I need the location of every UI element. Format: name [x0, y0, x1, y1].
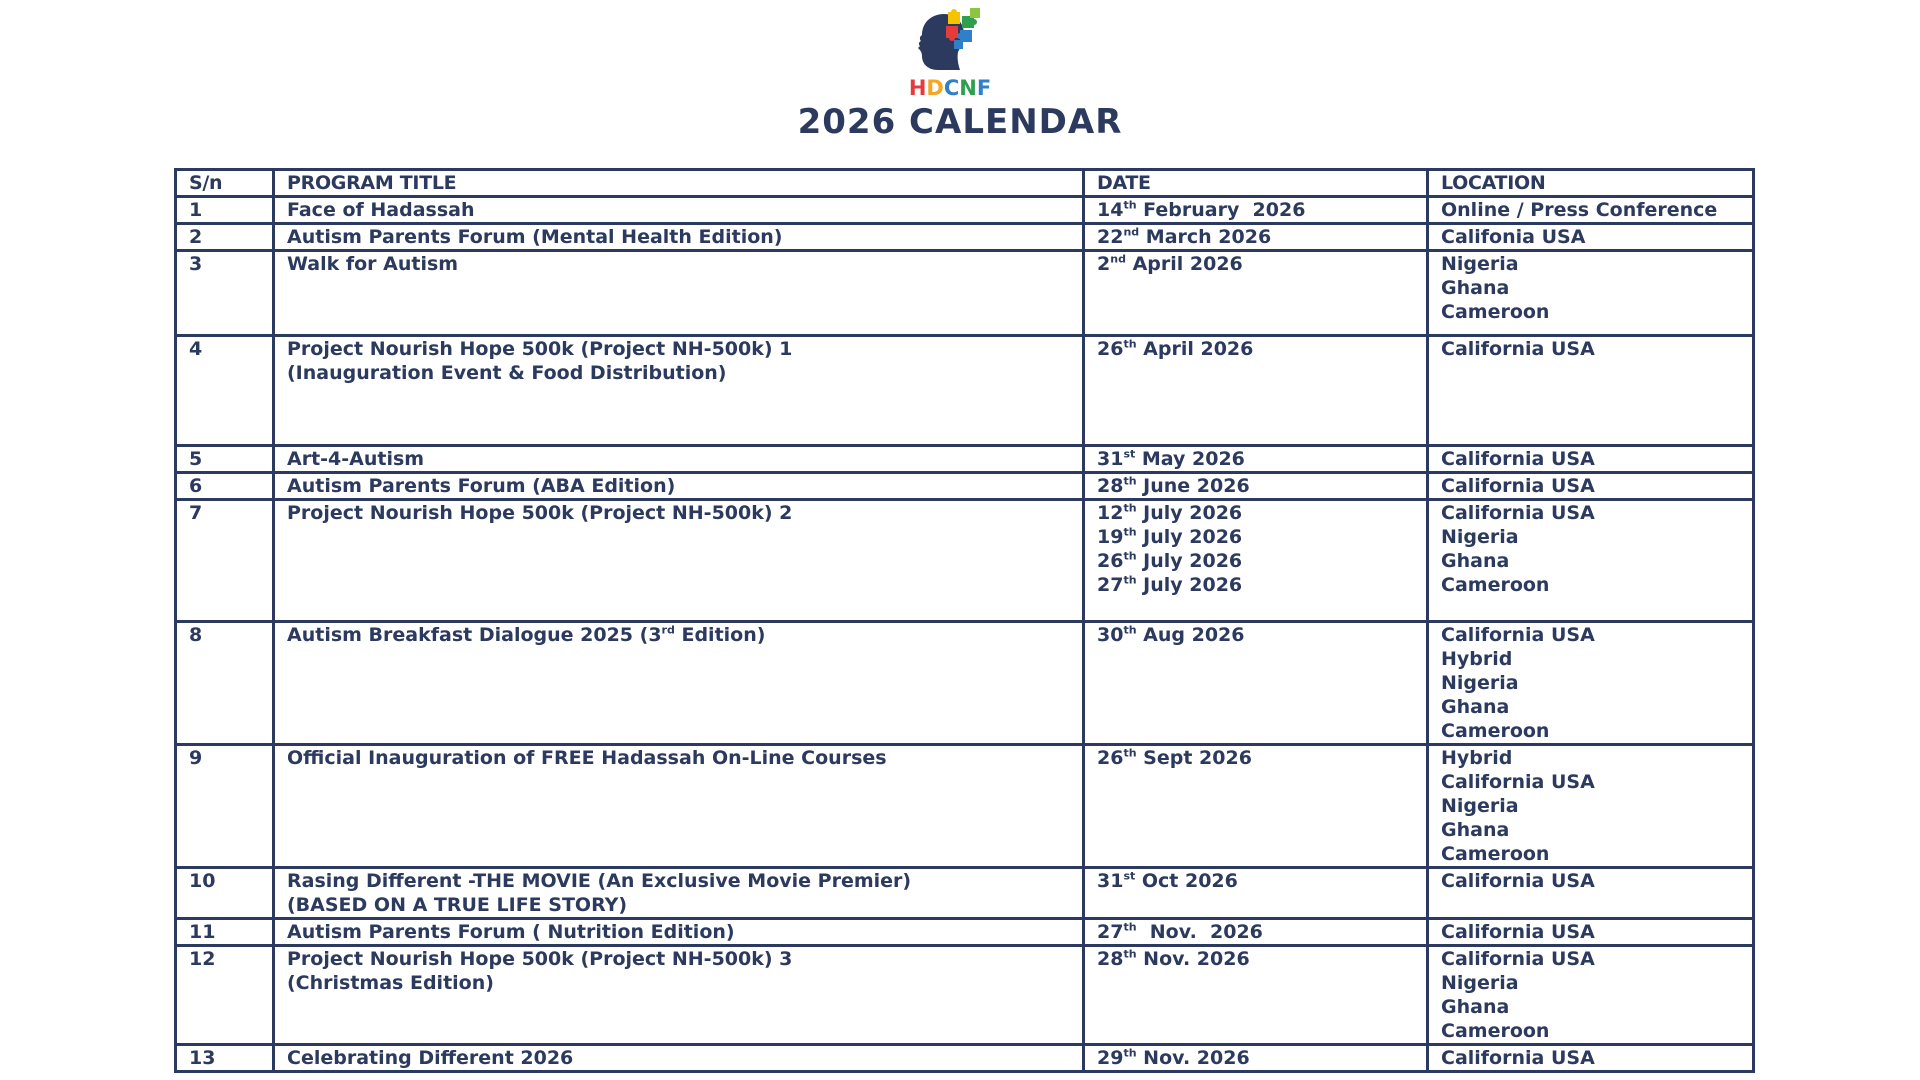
date-day: 28 — [1097, 948, 1124, 970]
date-line — [1097, 337, 1414, 361]
date-line — [1097, 198, 1414, 222]
date-month-year: March 2026 — [1139, 226, 1272, 248]
location-line: Califonia USA — [1441, 226, 1586, 248]
ordinal-suffix: st — [1123, 447, 1136, 461]
location-line: California USA — [1441, 870, 1595, 892]
cell-program-title — [274, 251, 1084, 336]
cell-date — [1084, 500, 1428, 622]
cell-date — [1084, 868, 1428, 919]
program-title-text: Autism Breakfast Dialogue 2025 (3 — [287, 624, 662, 646]
cell-sn: 9 — [176, 745, 274, 868]
cell-location — [1428, 919, 1754, 946]
date-day: 28 — [1097, 475, 1124, 497]
table-row — [176, 745, 1754, 868]
cell-date — [1084, 446, 1428, 473]
ordinal-suffix: th — [1123, 623, 1137, 637]
logo-letter: F — [976, 76, 992, 100]
cell-location — [1428, 197, 1754, 224]
location-line: Nigeria — [1441, 526, 1519, 548]
ordinal-suffix: th — [1123, 1046, 1137, 1060]
date-month-year: Nov. 2026 — [1136, 1047, 1250, 1069]
table-row — [176, 446, 1754, 473]
location-line: Hybrid — [1441, 747, 1513, 769]
cell-location — [1428, 224, 1754, 251]
date-line — [1097, 225, 1414, 249]
program-title-line: Art-4-Autism — [287, 448, 425, 470]
location-line: Ghana — [1441, 819, 1510, 841]
table-row — [176, 197, 1754, 224]
date-day: 2 — [1097, 253, 1111, 275]
program-title-line: Face of Hadassah — [287, 199, 475, 221]
program-title-line: Autism Parents Forum ( Nutrition Edition) — [287, 921, 735, 943]
cell-program-title — [274, 919, 1084, 946]
location-line: California USA — [1441, 338, 1595, 360]
ordinal-suffix: th — [1123, 573, 1137, 587]
date-line — [1097, 447, 1414, 471]
table-header-row — [176, 170, 1754, 197]
location-line: California USA — [1441, 948, 1595, 970]
program-title-line — [287, 623, 1070, 647]
cell-date — [1084, 946, 1428, 1045]
cell-location — [1428, 1045, 1754, 1072]
location-line: Cameroon — [1441, 720, 1550, 742]
table-row — [176, 868, 1754, 919]
header-date: DATE — [1084, 170, 1428, 197]
cell-location — [1428, 473, 1754, 500]
cell-date — [1084, 336, 1428, 446]
location-line: Ghana — [1441, 996, 1510, 1018]
date-day: 27 — [1097, 921, 1124, 943]
date-month-year: May 2026 — [1135, 448, 1245, 470]
date-line — [1097, 947, 1414, 971]
cell-program-title — [274, 473, 1084, 500]
ordinal-suffix: nd — [1110, 252, 1126, 266]
cell-location — [1428, 868, 1754, 919]
program-title-line: Walk for Autism — [287, 253, 459, 275]
ordinal-suffix: th — [1123, 474, 1137, 488]
date-day: 14 — [1097, 199, 1124, 221]
date-month-year: Oct 2026 — [1135, 870, 1238, 892]
table-row — [176, 500, 1754, 622]
cell-date — [1084, 473, 1428, 500]
cell-program-title — [274, 446, 1084, 473]
location-line: Cameroon — [1441, 574, 1550, 596]
ordinal-suffix: th — [1123, 501, 1137, 515]
date-day: 27 — [1097, 574, 1124, 596]
ordinal-suffix: th — [1123, 337, 1137, 351]
ordinal-suffix: th — [1123, 525, 1137, 539]
location-line: Ghana — [1441, 696, 1510, 718]
date-month-year: July 2026 — [1136, 502, 1243, 524]
date-day: 19 — [1097, 526, 1124, 548]
header-sn: S/n — [176, 170, 274, 197]
cell-date — [1084, 919, 1428, 946]
child-head-puzzle-icon — [898, 8, 1002, 76]
ordinal-suffix: nd — [1123, 225, 1140, 239]
table-row — [176, 919, 1754, 946]
logo-wordmark — [898, 76, 1002, 100]
cell-location — [1428, 500, 1754, 622]
ordinal-suffix: th — [1123, 549, 1137, 563]
hdcnf-logo — [898, 8, 1002, 100]
date-line — [1097, 549, 1414, 573]
date-line — [1097, 573, 1414, 597]
program-title-line: Celebrating Different 2026 — [287, 1047, 574, 1069]
location-line: California USA — [1441, 448, 1595, 470]
program-title-line: Autism Parents Forum (Mental Health Edition) — [287, 226, 783, 248]
date-month-year: July 2026 — [1136, 550, 1243, 572]
cell-program-title — [274, 946, 1084, 1045]
cell-sn: 8 — [176, 622, 274, 745]
page-title: 2026 CALENDAR — [797, 102, 1123, 142]
cell-sn: 12 — [176, 946, 274, 1045]
cell-sn: 11 — [176, 919, 274, 946]
table-row — [176, 1045, 1754, 1072]
table-row — [176, 622, 1754, 745]
program-title-line: Project Nourish Hope 500k (Project NH-500k) 3 — [287, 948, 793, 970]
date-month-year: April 2026 — [1125, 253, 1243, 275]
cell-sn: 7 — [176, 500, 274, 622]
date-line — [1097, 501, 1414, 525]
date-month-year: February 2026 — [1136, 199, 1306, 221]
location-line: Ghana — [1441, 550, 1510, 572]
cell-sn: 3 — [176, 251, 274, 336]
date-day: 29 — [1097, 1047, 1124, 1069]
date-line — [1097, 474, 1414, 498]
cell-date — [1084, 197, 1428, 224]
cell-sn: 6 — [176, 473, 274, 500]
date-line — [1097, 525, 1414, 549]
date-month-year: Nov. 2026 — [1136, 948, 1250, 970]
date-day: 31 — [1097, 448, 1124, 470]
date-month-year: Aug 2026 — [1136, 624, 1245, 646]
header-location: LOCATION — [1428, 170, 1754, 197]
ordinal-suffix: th — [1123, 746, 1137, 760]
cell-location — [1428, 622, 1754, 745]
date-day: 22 — [1097, 226, 1124, 248]
location-line: Cameroon — [1441, 301, 1550, 323]
program-title-line: Project Nourish Hope 500k (Project NH-500k) 1 — [287, 338, 793, 360]
cell-sn: 2 — [176, 224, 274, 251]
location-line: Nigeria — [1441, 672, 1519, 694]
location-line: California USA — [1441, 475, 1595, 497]
date-day: 31 — [1097, 870, 1124, 892]
logo-letter: N — [959, 76, 977, 100]
table-row — [176, 251, 1754, 336]
date-day: 12 — [1097, 502, 1124, 524]
date-line — [1097, 920, 1414, 944]
table-row — [176, 473, 1754, 500]
location-line: California USA — [1441, 771, 1595, 793]
cell-program-title — [274, 224, 1084, 251]
table-row — [176, 946, 1754, 1045]
cell-program-title — [274, 500, 1084, 622]
date-line — [1097, 746, 1414, 770]
cell-sn: 1 — [176, 197, 274, 224]
date-day: 26 — [1097, 747, 1124, 769]
program-title-line: (Christmas Edition) — [287, 972, 494, 994]
cell-location — [1428, 946, 1754, 1045]
location-line: California USA — [1441, 624, 1595, 646]
cell-date — [1084, 251, 1428, 336]
ordinal-suffix: st — [1123, 869, 1136, 883]
date-month-year: June 2026 — [1136, 475, 1250, 497]
program-title-line: Rasing Different -THE MOVIE (An Exclusive Movie Premier) — [287, 870, 912, 892]
cell-location — [1428, 446, 1754, 473]
cell-program-title — [274, 1045, 1084, 1072]
location-line: Cameroon — [1441, 1020, 1550, 1042]
location-line: Cameroon — [1441, 843, 1550, 865]
date-line — [1097, 252, 1414, 276]
ordinal-suffix: rd — [661, 623, 675, 637]
date-line — [1097, 1046, 1414, 1070]
ordinal-suffix: th — [1123, 947, 1137, 961]
cell-sn: 5 — [176, 446, 274, 473]
location-line: Online / Press Conference — [1441, 199, 1718, 221]
cell-date — [1084, 1045, 1428, 1072]
calendar-table — [174, 168, 1755, 1073]
table-row — [176, 336, 1754, 446]
date-day: 26 — [1097, 550, 1124, 572]
logo-letter: D — [926, 76, 944, 100]
cell-sn: 4 — [176, 336, 274, 446]
cell-program-title — [274, 622, 1084, 745]
location-line: California USA — [1441, 921, 1595, 943]
date-line — [1097, 869, 1414, 893]
ordinal-suffix: th — [1123, 920, 1137, 934]
cell-date — [1084, 622, 1428, 745]
logo-letter: C — [943, 76, 960, 100]
cell-sn: 10 — [176, 868, 274, 919]
table-row — [176, 224, 1754, 251]
date-month-year: July 2026 — [1136, 574, 1243, 596]
logo-letter: H — [908, 76, 927, 100]
cell-program-title — [274, 197, 1084, 224]
location-line: California USA — [1441, 1047, 1595, 1069]
cell-program-title — [274, 868, 1084, 919]
table-body — [176, 197, 1754, 1072]
cell-sn: 13 — [176, 1045, 274, 1072]
location-line: Nigeria — [1441, 253, 1519, 275]
cell-date — [1084, 224, 1428, 251]
program-title-text: Edition) — [674, 624, 766, 646]
cell-program-title — [274, 745, 1084, 868]
program-title-line: Official Inauguration of FREE Hadassah On-Line Courses — [287, 747, 887, 769]
date-month-year: July 2026 — [1136, 526, 1243, 548]
location-line: Ghana — [1441, 277, 1510, 299]
program-title-line: Project Nourish Hope 500k (Project NH-500k) 2 — [287, 502, 793, 524]
program-title-line: (BASED ON A TRUE LIFE STORY) — [287, 894, 628, 916]
date-day: 26 — [1097, 338, 1124, 360]
date-day: 30 — [1097, 624, 1124, 646]
date-line — [1097, 623, 1414, 647]
cell-location — [1428, 336, 1754, 446]
date-month-year: Sept 2026 — [1136, 747, 1252, 769]
cell-location — [1428, 251, 1754, 336]
location-line: Nigeria — [1441, 795, 1519, 817]
date-month-year: Nov. 2026 — [1136, 921, 1263, 943]
cell-location — [1428, 745, 1754, 868]
cell-program-title — [274, 336, 1084, 446]
ordinal-suffix: th — [1123, 198, 1137, 212]
header-program-title: PROGRAM TITLE — [274, 170, 1084, 197]
program-title-line: (Inauguration Event & Food Distribution) — [287, 362, 727, 384]
cell-date — [1084, 745, 1428, 868]
location-line: Nigeria — [1441, 972, 1519, 994]
program-title-line: Autism Parents Forum (ABA Edition) — [287, 475, 676, 497]
location-line: California USA — [1441, 502, 1595, 524]
date-month-year: April 2026 — [1136, 338, 1254, 360]
location-line: Hybrid — [1441, 648, 1513, 670]
